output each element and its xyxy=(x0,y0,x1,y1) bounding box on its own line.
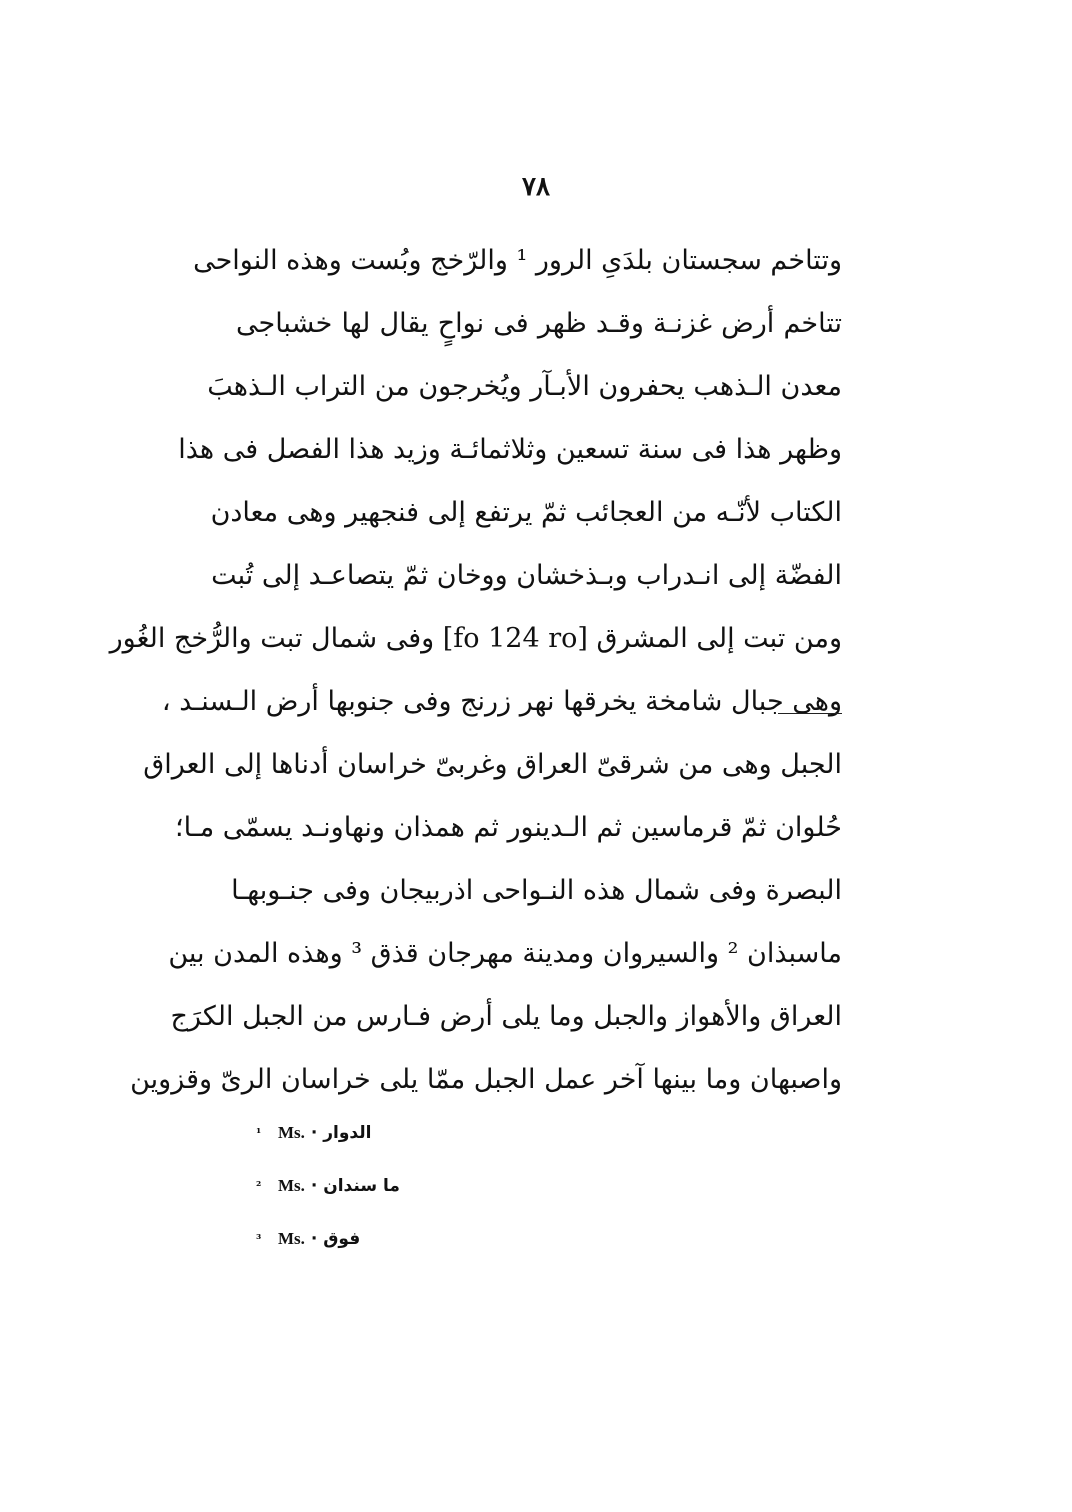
main-text-block xyxy=(109,236,842,1118)
text-line: وهى جبال شامخة يخرقها نهر زرنج وفى جنوبها أرض الـسنـد ، xyxy=(161,686,842,717)
text-line: البصرة وفى شمال هذه النـواحى اذربيجان وفى جنـوبهـا xyxy=(231,875,842,906)
footnote-variant: فوق · xyxy=(310,1229,361,1249)
footnote-mark: ³ xyxy=(256,1232,262,1246)
text-line: الجبل وهى من شرقىّ العراق وغربىّ خراسان أدناها إلى العراق xyxy=(143,749,842,780)
text-line: حُلوان ثمّ قرماسين ثم الـدينور ثم همذان ونهاونـد يسمّى مـا؛ xyxy=(175,812,842,843)
text-line: وظهر هذا فى سنة تسعين وثلاثمائـة وزيد هذا الفصل فى هذا xyxy=(178,434,842,465)
footnote-ms-label: Ms. xyxy=(278,1229,305,1248)
footnote-ms-label: Ms. xyxy=(278,1176,305,1195)
footnote xyxy=(256,1222,556,1275)
section-underline xyxy=(778,713,842,714)
text-line: واصبهان وما بينها آخر عمل الجبل ممّا يلى خراسان الرىّ وقزوين xyxy=(130,1064,842,1095)
footnote-mark: ² xyxy=(256,1179,262,1193)
text-line: العراق والأهواز والجبل وما يلى أرض فـارس من الجبل الكرَج xyxy=(170,1001,842,1032)
footnote xyxy=(256,1116,556,1169)
text-line: وتتاخم سجستان بلدَىِ الرور ¹ والرّخج وبُست وهذه النواحى xyxy=(193,245,842,276)
text-line: معدن الـذهب يحفرون الأبـآر ويُخرجون من التراب الـذهبَ xyxy=(207,371,842,402)
text-line: تتاخم أرض غزنـة وقـد ظهر فى نواحٍ يقال لها خشباجى xyxy=(236,308,842,339)
text-line: الفضّة إلى انـدراب وبـذخشان ووخان ثمّ يتصاعـد إلى تُبت xyxy=(211,560,842,591)
footnote-ms-label: Ms. xyxy=(278,1123,305,1142)
text-line: ومن تبت إلى المشرق [fo 124 ro] وفى شمال تبت والرُّخج الغُور xyxy=(109,623,842,654)
page-number: ٧٨ xyxy=(522,172,550,202)
footnotes xyxy=(256,1116,556,1275)
text-line: الكتاب لأنّـه من العجائب ثمّ يرتفع إلى فنجهير وهى معادن xyxy=(210,497,842,528)
footnote xyxy=(256,1169,556,1222)
footnote-variant: ما سندان · xyxy=(310,1176,400,1196)
footnote-variant: الدوار · xyxy=(310,1123,372,1143)
text-line: ماسبذان ² والسيروان ومدينة مهرجان قذق ³ وهذه المدن بين xyxy=(168,938,842,969)
footnote-mark: ¹ xyxy=(256,1126,262,1140)
